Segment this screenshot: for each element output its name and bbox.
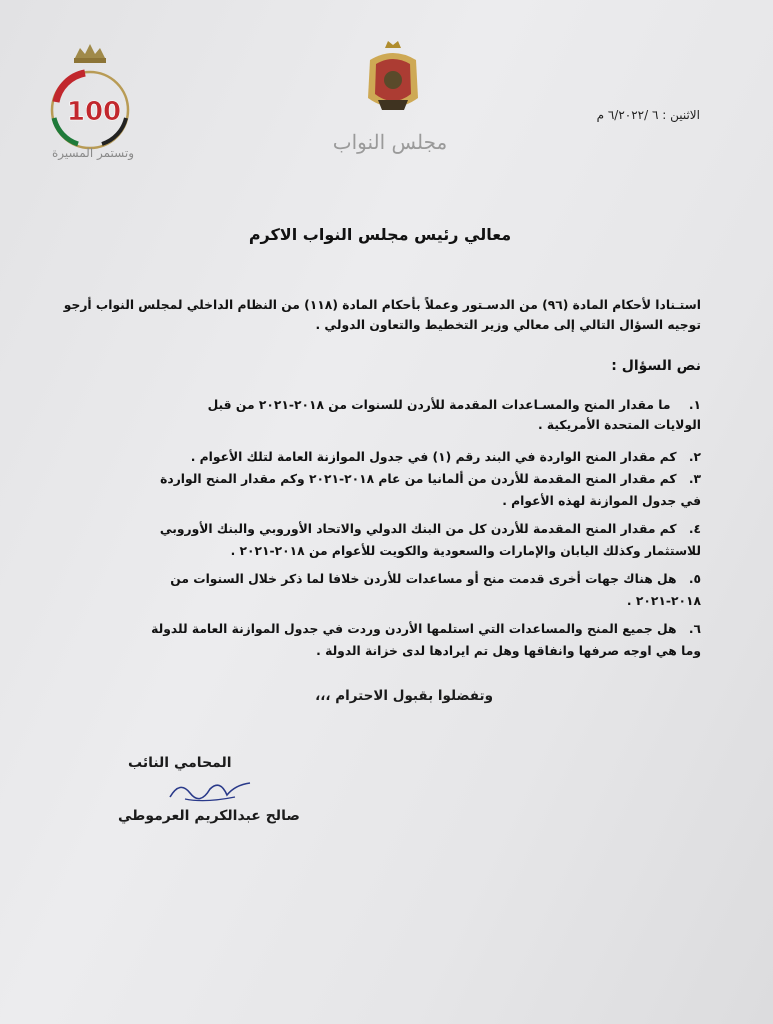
question-line: ٣. كم مقدار المنح المقدمة للأردن من ألمانيا من عام ٢٠١٨-٢٠٢١ وكم مقدار المنح الواردة bbox=[160, 472, 701, 486]
question-number: ٤. bbox=[688, 522, 701, 536]
question-line: ٤. كم مقدار المنح المقدمة للأردن كل من البنك الدولي والاتحاد الأوروبي والبنك الأوروبي bbox=[159, 522, 701, 536]
question-line: ٢. كم مقدار المنح الواردة في البند رقم (١) في جدول الموازنة العامة لتلك الأعوام . bbox=[190, 450, 701, 464]
question-number: ٣. bbox=[688, 472, 701, 486]
question-line: ٥. هل هناك جهات أخرى قدمت منح أو مساعدات للأردن خلافا لما ذكر خلال السنوات من bbox=[170, 572, 701, 586]
question-line: ٦. هل جميع المنح والمساعدات التي استلمها الأردن وردت في جدول الموازنة العامة للدولة bbox=[151, 622, 701, 636]
letter-address: معالي رئيس مجلس النواب الاكرم bbox=[248, 225, 512, 244]
signature-title: المحامي النائب bbox=[128, 755, 232, 771]
question-line: للاستثمار وكذلك اليابان والإمارات والسعودية والكويت للأعوام من ٢٠١٨-٢٠٢١ . bbox=[230, 544, 701, 558]
logo-caption: وتستمر المسيرة bbox=[52, 146, 134, 160]
signature-name: صالح عبدالكريم العرموطي bbox=[118, 808, 300, 824]
crown-icon bbox=[74, 44, 106, 63]
question-line: في جدول الموازنة لهذه الأعوام . bbox=[502, 494, 701, 508]
letter-date: الاثنين : ٦ /٦/٢٠٢٢ م bbox=[596, 108, 700, 122]
question-line: ٢٠١٨-٢٠٢١ . bbox=[626, 594, 701, 608]
question-line: ١. ما مقدار المنح والمسـاعدات المقدمة للأردن للسنوات من ٢٠١٨-٢٠٢١ من قبل bbox=[207, 398, 701, 412]
coat-of-arms-icon bbox=[358, 38, 428, 118]
question-line: الولايات المتحدة الأمريكية . bbox=[537, 418, 701, 432]
intro-line-1: استـنادا لأحكام المادة (٩٦) من الدسـتور وعملاً بأحكام المادة (١١٨) من النظام الداخلي لمجلس النواب أرجو bbox=[63, 298, 701, 312]
council-name: مجلس النواب bbox=[332, 130, 448, 154]
question-number: ٥. bbox=[688, 572, 701, 586]
question-number: ٦. bbox=[688, 622, 701, 636]
question-number: ١. bbox=[688, 398, 701, 412]
question-line: وما هي اوجه صرفها وانفاقها وهل تم ايرادها لدى خزانة الدولة . bbox=[316, 644, 701, 658]
handwritten-signature bbox=[165, 775, 255, 805]
questions-heading: نص السؤال : bbox=[611, 358, 701, 374]
logo-number: 100 bbox=[66, 97, 122, 127]
intro-line-2: توجيه السؤال التالي إلى معالي وزير التخطيط والتعاون الدولي . bbox=[315, 318, 701, 332]
closing-line: وتفضلوا بقبول الاحترام ،،، bbox=[315, 688, 493, 704]
question-number: ٢. bbox=[688, 450, 701, 464]
